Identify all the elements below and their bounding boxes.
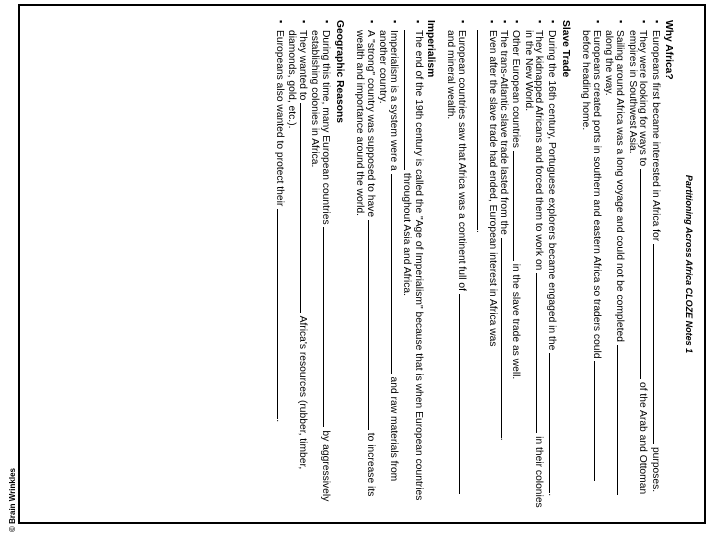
fill-blank[interactable] bbox=[404, 30, 413, 170]
note-text: from another country. bbox=[377, 30, 399, 482]
note-text: and raw materials bbox=[387, 376, 399, 458]
note-text: to increase bbox=[364, 432, 376, 484]
bullet-item bbox=[603, 20, 626, 508]
rotated-content bbox=[20, 6, 704, 522]
bullet-item bbox=[510, 20, 523, 508]
fill-blank[interactable] bbox=[617, 345, 626, 495]
fill-blank[interactable] bbox=[594, 361, 603, 481]
fill-blank[interactable] bbox=[300, 103, 309, 313]
fill-blank[interactable] bbox=[391, 174, 400, 374]
bullet-item: ▪ The trans-Atlantic slave trade lasted from the . bbox=[497, 20, 510, 508]
bullet-item bbox=[309, 20, 332, 508]
bullet-item: ▪ Even after the slave trade had ended, European interest in Africa was . bbox=[474, 20, 497, 508]
note-text: diamonds, gold, etc.). bbox=[286, 30, 298, 129]
note-text: Imperialism is a system were a bbox=[387, 30, 399, 171]
note-text: in the slave trade as well. bbox=[510, 263, 522, 380]
fill-blank[interactable] bbox=[459, 294, 468, 494]
bullet-item bbox=[445, 20, 468, 508]
note-text: of the Arab and bbox=[637, 381, 649, 452]
note-text: Europeans created ports in southern and eastern Africa so traders could bbox=[590, 30, 602, 359]
section-heading: Geographic Reasons bbox=[333, 20, 345, 123]
section-heading: Why Africa? bbox=[663, 20, 675, 80]
fill-blank[interactable] bbox=[501, 238, 510, 438]
section-imperialism bbox=[354, 20, 435, 508]
section-geographic-reasons bbox=[273, 20, 344, 508]
note-text: before heading home. bbox=[580, 30, 592, 131]
note-text: European countries saw that Africa was a continent full of bbox=[455, 30, 467, 292]
note-text: Other European countries bbox=[510, 30, 522, 148]
note-text: purposes. bbox=[649, 446, 661, 493]
bullet-item: ▪ During the 16th century, Portuguese explorers became engaged in the . bbox=[545, 20, 558, 508]
note-text: A "strong" country was supposed to have bbox=[364, 30, 376, 218]
note-text: by bbox=[319, 430, 331, 442]
note-text: European countries bbox=[413, 411, 425, 501]
section-slave-trade bbox=[445, 20, 570, 508]
note-text: Even after the slave trade had ended, European interest in Africa was bbox=[487, 30, 499, 347]
bullet-item bbox=[626, 20, 649, 508]
note-text: The end of the 19th century is called the "Age of Imperialism" because that is when bbox=[413, 30, 425, 409]
note-text: and mineral wealth. bbox=[445, 30, 457, 120]
bullet-item bbox=[354, 20, 377, 508]
fill-blank[interactable] bbox=[277, 209, 286, 419]
note-text: They kidnapped Africans and forced them to work on bbox=[533, 30, 545, 271]
note-text: aggressively establishing colonies in Africa. bbox=[309, 30, 331, 502]
note-text: During this time, many European countries bbox=[319, 30, 331, 225]
note-text: They were looking for ways to bbox=[637, 30, 649, 167]
fill-blank[interactable] bbox=[549, 353, 558, 493]
bullet-item bbox=[377, 20, 400, 508]
note-text: Europeans also wanted to protect their bbox=[273, 30, 285, 207]
copyright-notice: © Brain Wrinkles bbox=[8, 468, 17, 532]
section-heading: Imperialism bbox=[424, 20, 436, 78]
note-text: Sailing around Africa was a long voyage and could not be completed bbox=[614, 30, 626, 342]
bullet-item bbox=[522, 20, 545, 508]
fill-blank[interactable] bbox=[368, 220, 377, 430]
bullet-item bbox=[286, 20, 309, 508]
section-heading: Slave Trade bbox=[559, 20, 571, 78]
note-text: along the way. bbox=[603, 30, 615, 96]
section-why-africa bbox=[580, 20, 674, 508]
note-text: Ottoman empires in Southwest Asia. bbox=[626, 30, 649, 495]
fill-blank[interactable] bbox=[478, 30, 487, 230]
bullet-item bbox=[649, 20, 662, 508]
note-text: its wealth and importance around the world. bbox=[354, 30, 376, 497]
bullet-item bbox=[400, 20, 423, 508]
note-text: They wanted to bbox=[296, 30, 308, 101]
fill-blank[interactable] bbox=[323, 227, 332, 427]
note-text: Africa's resources (rubber, timber, bbox=[296, 315, 308, 470]
note-text: throughout Asia and Africa. bbox=[400, 172, 412, 296]
fill-blank[interactable] bbox=[536, 273, 545, 433]
worksheet-page bbox=[18, 4, 706, 524]
fill-blank[interactable] bbox=[653, 244, 662, 444]
bullet-item: ▪ Europeans also wanted to protect their . bbox=[273, 20, 286, 508]
note-text: The trans-Atlantic slave trade lasted from the bbox=[497, 30, 509, 235]
document-title: Partitioning Across Africa CLOZE Notes 1 bbox=[684, 174, 694, 354]
note-text: During the 16th century, Portuguese explorers became engaged in the bbox=[546, 30, 558, 351]
fill-blank[interactable] bbox=[640, 169, 649, 379]
note-text: Europeans first became interested in Africa for bbox=[649, 30, 661, 242]
bullet-item bbox=[580, 20, 603, 508]
note-text: in their colonies in the New World. bbox=[522, 30, 545, 508]
fill-blank[interactable] bbox=[513, 151, 522, 261]
